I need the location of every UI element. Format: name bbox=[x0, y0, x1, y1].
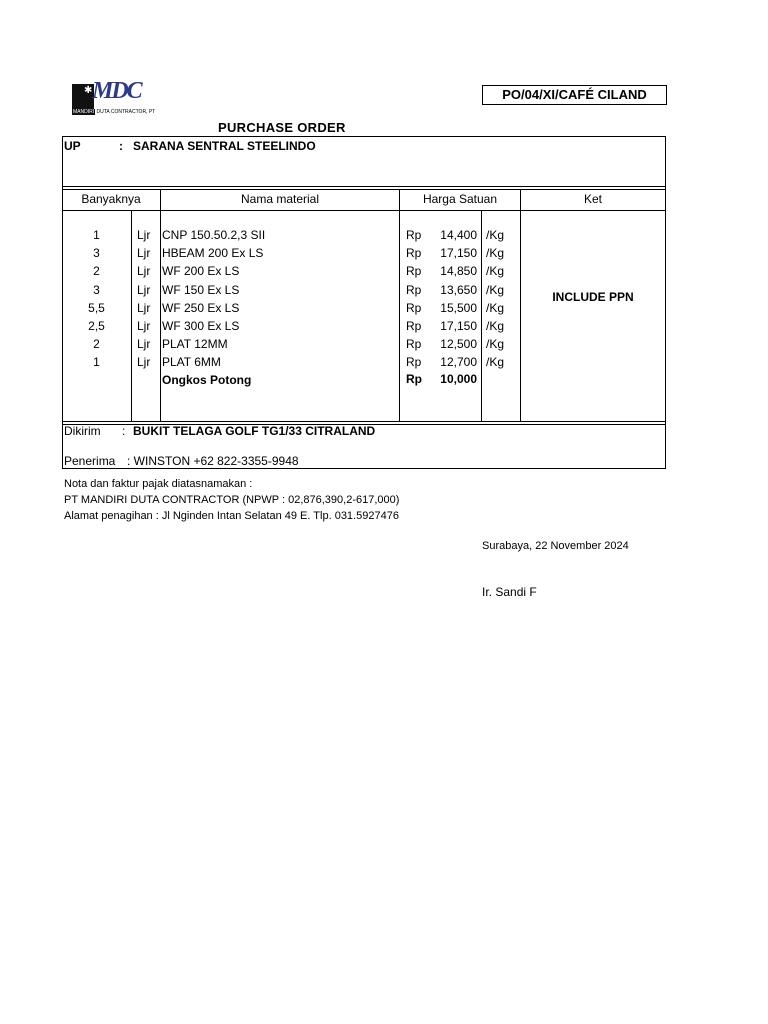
signatory: Ir. Sandi F bbox=[482, 585, 537, 599]
dikirim-separator: : bbox=[122, 424, 126, 438]
header-qty: Banyaknya bbox=[81, 192, 141, 206]
row-price: 17,150 bbox=[440, 319, 477, 333]
row-per-unit: /Kg bbox=[486, 246, 505, 260]
row-material: CNP 150.50.2,3 SII bbox=[162, 228, 266, 242]
row-material: PLAT 12MM bbox=[162, 337, 228, 351]
up-separator: : bbox=[119, 139, 123, 153]
header-ket: Ket bbox=[583, 192, 602, 206]
row-price: 12,500 bbox=[440, 337, 477, 351]
row-qty: 1 bbox=[93, 228, 100, 242]
row-currency: Rp bbox=[406, 319, 422, 333]
company-logo bbox=[72, 78, 172, 118]
column-divider bbox=[131, 211, 132, 422]
row-per-unit: /Kg bbox=[486, 264, 505, 278]
row-per-unit: /Kg bbox=[486, 319, 505, 333]
row-unit: Ljr bbox=[137, 283, 151, 297]
row-price: 14,850 bbox=[440, 264, 477, 278]
recipient: : WINSTON +62 822-3355-9948 bbox=[127, 454, 299, 468]
note-line-1: Nota dan faktur pajak diatasnamakan : bbox=[64, 478, 253, 490]
document-title: PURCHASE ORDER bbox=[218, 120, 346, 135]
row-qty: 2 bbox=[93, 264, 100, 278]
column-divider bbox=[481, 211, 482, 422]
note-line-3: Alamat penagihan : Jl Nginden Intan Selatan 49 E. Tlp. 031.5927476 bbox=[64, 510, 399, 522]
row-unit: Ljr bbox=[137, 319, 151, 333]
row-qty: 1 bbox=[93, 355, 100, 369]
place-date: Surabaya, 22 November 2024 bbox=[482, 540, 629, 552]
row-unit: Ljr bbox=[137, 246, 151, 260]
row-currency: Rp bbox=[406, 301, 422, 315]
row-per-unit: /Kg bbox=[486, 228, 505, 242]
header-price: Harga Satuan bbox=[422, 192, 498, 206]
row-currency: Rp bbox=[406, 355, 422, 369]
row-currency: Rp bbox=[406, 337, 422, 351]
row-qty: 5,5 bbox=[88, 301, 105, 315]
row-unit: Ljr bbox=[137, 228, 151, 242]
divider bbox=[62, 210, 666, 211]
row-qty: 3 bbox=[93, 246, 100, 260]
row-price: 14,400 bbox=[440, 228, 477, 242]
palm-icon: ✱ bbox=[84, 85, 93, 96]
row-unit: Ljr bbox=[137, 355, 151, 369]
up-label: UP bbox=[64, 139, 81, 153]
row-currency: Rp bbox=[406, 246, 422, 260]
row-per-unit: /Kg bbox=[486, 355, 505, 369]
delivery-address: BUKIT TELAGA GOLF TG1/33 CITRALAND bbox=[133, 424, 376, 438]
dikirim-label: Dikirim bbox=[64, 424, 101, 438]
row-per-unit: /Kg bbox=[486, 337, 505, 351]
row-currency: Rp bbox=[406, 228, 422, 242]
row-material: WF 300 Ex LS bbox=[162, 319, 240, 333]
divider bbox=[62, 189, 666, 190]
logo-letters: MDC bbox=[92, 78, 141, 104]
extra-item-name: Ongkos Potong bbox=[162, 373, 252, 387]
penerima-label: Penerima bbox=[64, 454, 116, 468]
extra-currency: Rp bbox=[406, 372, 422, 386]
row-per-unit: /Kg bbox=[486, 301, 505, 315]
row-material: HBEAM 200 Ex LS bbox=[162, 246, 264, 260]
extra-price: 10,000 bbox=[440, 372, 477, 386]
divider bbox=[62, 186, 666, 187]
row-per-unit: /Kg bbox=[486, 283, 505, 297]
row-price: 15,500 bbox=[440, 301, 477, 315]
supplier-name: SARANA SENTRAL STEELINDO bbox=[133, 139, 316, 153]
row-unit: Ljr bbox=[137, 264, 151, 278]
logo-company-name: MANDIRI DUTA CONTRACTOR, PT bbox=[73, 109, 156, 115]
row-currency: Rp bbox=[406, 283, 422, 297]
row-price: 12,700 bbox=[440, 355, 477, 369]
row-currency: Rp bbox=[406, 264, 422, 278]
row-qty: 3 bbox=[93, 283, 100, 297]
ket-note: INCLUDE PPN bbox=[552, 290, 634, 304]
row-price: 13,650 bbox=[440, 283, 477, 297]
row-price: 17,150 bbox=[440, 246, 477, 260]
row-qty: 2 bbox=[93, 337, 100, 351]
column-divider bbox=[399, 189, 400, 422]
row-material: WF 250 Ex LS bbox=[162, 301, 240, 315]
row-material: WF 200 Ex LS bbox=[162, 264, 240, 278]
note-line-2: PT MANDIRI DUTA CONTRACTOR (NPWP : 02,876,390,2-617,000) bbox=[64, 494, 400, 506]
row-qty: 2,5 bbox=[88, 319, 105, 333]
row-material: PLAT 6MM bbox=[162, 355, 221, 369]
header-material: Nama material bbox=[240, 192, 320, 206]
divider bbox=[62, 421, 666, 422]
row-unit: Ljr bbox=[137, 301, 151, 315]
column-divider bbox=[520, 189, 521, 422]
row-material: WF 150 Ex LS bbox=[162, 283, 240, 297]
po-number: PO/04/XI/CAFÉ CILAND bbox=[482, 85, 667, 105]
column-divider bbox=[160, 189, 161, 422]
row-unit: Ljr bbox=[137, 337, 151, 351]
